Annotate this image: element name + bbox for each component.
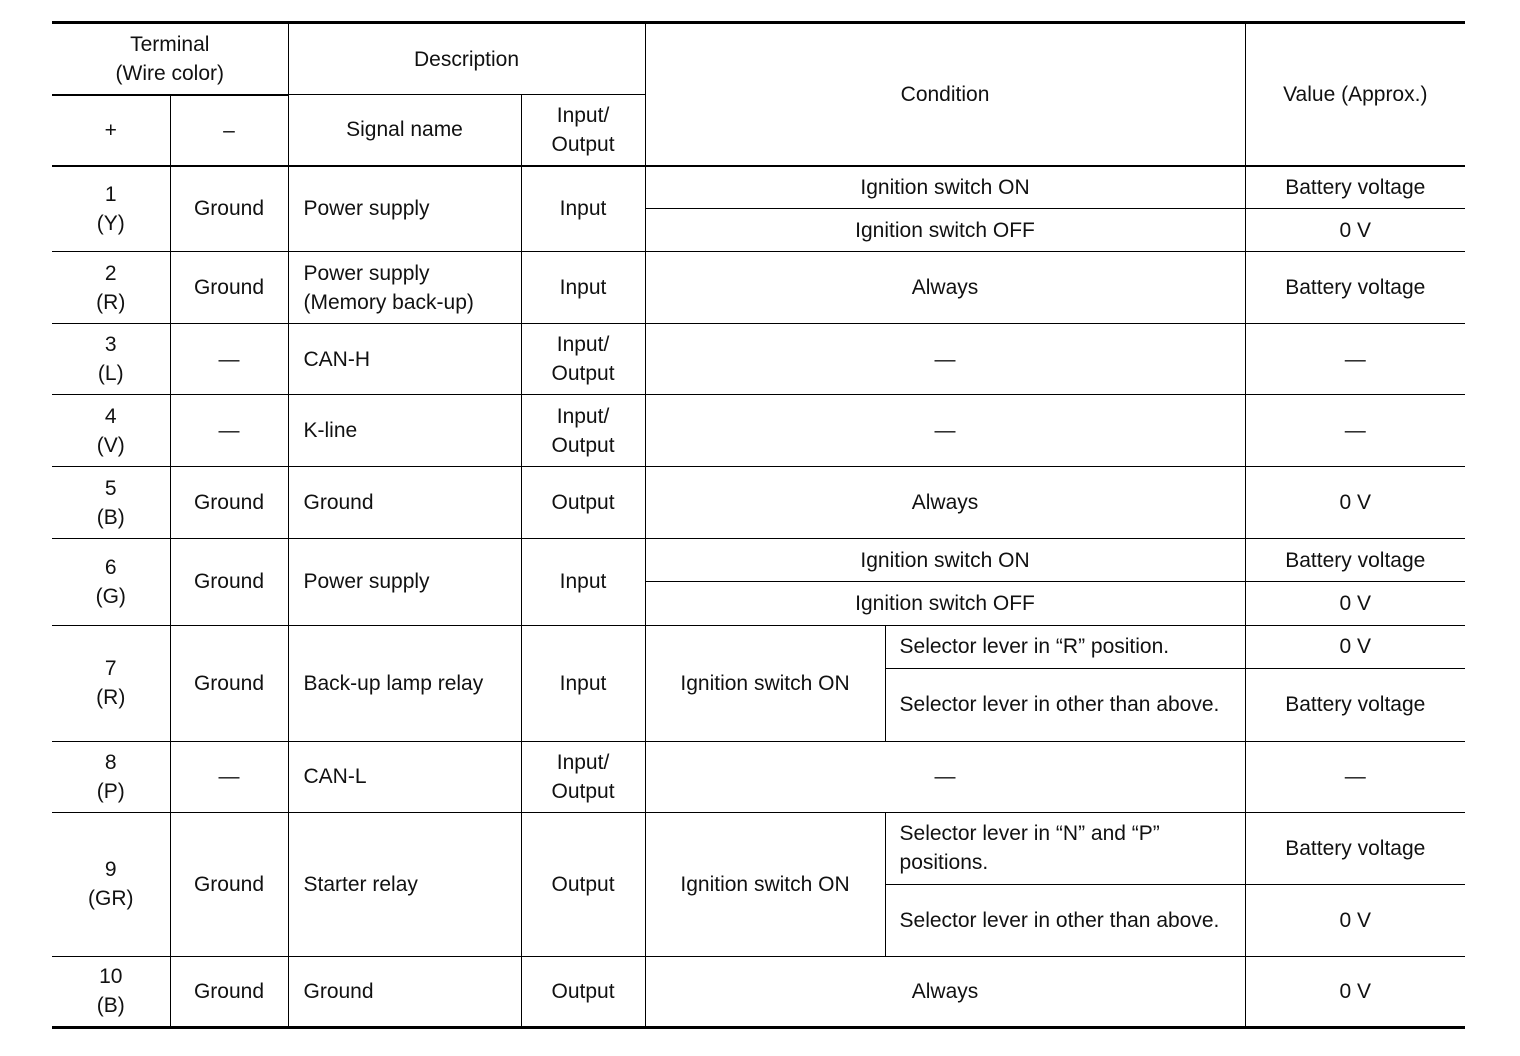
sub-condition-cell: Selector lever in “R” position. [885,625,1245,668]
ground-cell: — [170,324,288,395]
ground-cell: — [170,741,288,812]
signal-name-header: Signal name [288,95,521,166]
terminal-cell: 7 (R) [52,625,170,741]
value-cell: 0 V [1245,582,1465,625]
description-header: Description [288,23,645,95]
condition-cell: Ignition switch OFF [645,209,1245,252]
header-row [52,23,1465,95]
signal-cell: Ground [288,956,521,1027]
io-cell: Input [521,625,645,741]
table-row [52,956,1465,1027]
signal-cell: Ground [288,467,521,539]
value-cell: 0 V [1245,884,1465,956]
condition-cell: — [645,324,1245,395]
value-cell: — [1245,741,1465,812]
value-cell: Battery voltage [1245,166,1465,209]
io-cell: Input/ Output [521,741,645,812]
sub-condition-cell: Selector lever in other than above. [885,884,1245,956]
signal-cell: Back-up lamp relay [288,625,521,741]
terminal-cell: 9 (GR) [52,812,170,956]
signal-cell: Power supply (Memory back-up) [288,252,521,324]
value-cell: 0 V [1245,209,1465,252]
value-cell: 0 V [1245,467,1465,539]
ground-cell: Ground [170,539,288,625]
terminal-cell: 4 (V) [52,395,170,467]
io-cell: Input [521,166,645,252]
value-cell: Battery voltage [1245,812,1465,884]
ground-cell: Ground [170,812,288,956]
condition-cell: Always [645,252,1245,324]
table-row [52,467,1465,539]
condition-cell: Ignition switch ON [645,166,1245,209]
ground-cell: Ground [170,625,288,741]
io-cell: Input/ Output [521,395,645,467]
condition-cell: Ignition switch ON [645,625,885,741]
terminal-cell: 8 (P) [52,741,170,812]
terminal-cell: 2 (R) [52,252,170,324]
signal-cell: Starter relay [288,812,521,956]
terminal-cell: 1 (Y) [52,166,170,252]
terminal-cell: 10 (B) [52,956,170,1027]
io-cell: Input/ Output [521,324,645,395]
ground-cell: Ground [170,467,288,539]
io-cell: Input [521,252,645,324]
value-cell: — [1245,324,1465,395]
sub-condition-cell: Selector lever in other than above. [885,668,1245,741]
signal-cell: CAN-H [288,324,521,395]
io-cell: Output [521,956,645,1027]
terminal-cell: 3 (L) [52,324,170,395]
condition-cell: Always [645,467,1245,539]
ground-cell: — [170,395,288,467]
terminal-table [52,21,1465,1029]
condition-cell: — [645,395,1245,467]
ground-cell: Ground [170,956,288,1027]
signal-cell: Power supply [288,539,521,625]
condition-cell: Ignition switch ON [645,539,1245,582]
input-output-header: Input/ Output [521,95,645,166]
value-header: Value (Approx.) [1245,23,1465,166]
table-row [52,741,1465,812]
terminal-header: Terminal (Wire color) [52,23,288,95]
signal-cell: Power supply [288,166,521,252]
table-row [52,812,1465,884]
value-cell: — [1245,395,1465,467]
terminal-cell: 6 (G) [52,539,170,625]
signal-cell: CAN-L [288,741,521,812]
condition-cell: Always [645,956,1245,1027]
table-row [52,252,1465,324]
ground-cell: Ground [170,166,288,252]
ground-cell: Ground [170,252,288,324]
table-row [52,324,1465,395]
sub-condition-cell: Selector lever in “N” and “P” positions. [885,812,1245,884]
io-cell: Input [521,539,645,625]
value-cell: 0 V [1245,625,1465,668]
value-cell: Battery voltage [1245,252,1465,324]
table-row [52,539,1465,582]
condition-cell: Ignition switch ON [645,812,885,956]
value-cell: Battery voltage [1245,668,1465,741]
signal-cell: K-line [288,395,521,467]
minus-header: – [170,95,288,166]
io-cell: Output [521,467,645,539]
io-cell: Output [521,812,645,956]
terminal-cell: 5 (B) [52,467,170,539]
value-cell: 0 V [1245,956,1465,1027]
table-row [52,395,1465,467]
value-cell: Battery voltage [1245,539,1465,582]
condition-cell: Ignition switch OFF [645,582,1245,625]
condition-cell: — [645,741,1245,812]
plus-header: + [52,95,170,166]
table-row [52,625,1465,668]
table-row [52,166,1465,209]
condition-header: Condition [645,23,1245,166]
